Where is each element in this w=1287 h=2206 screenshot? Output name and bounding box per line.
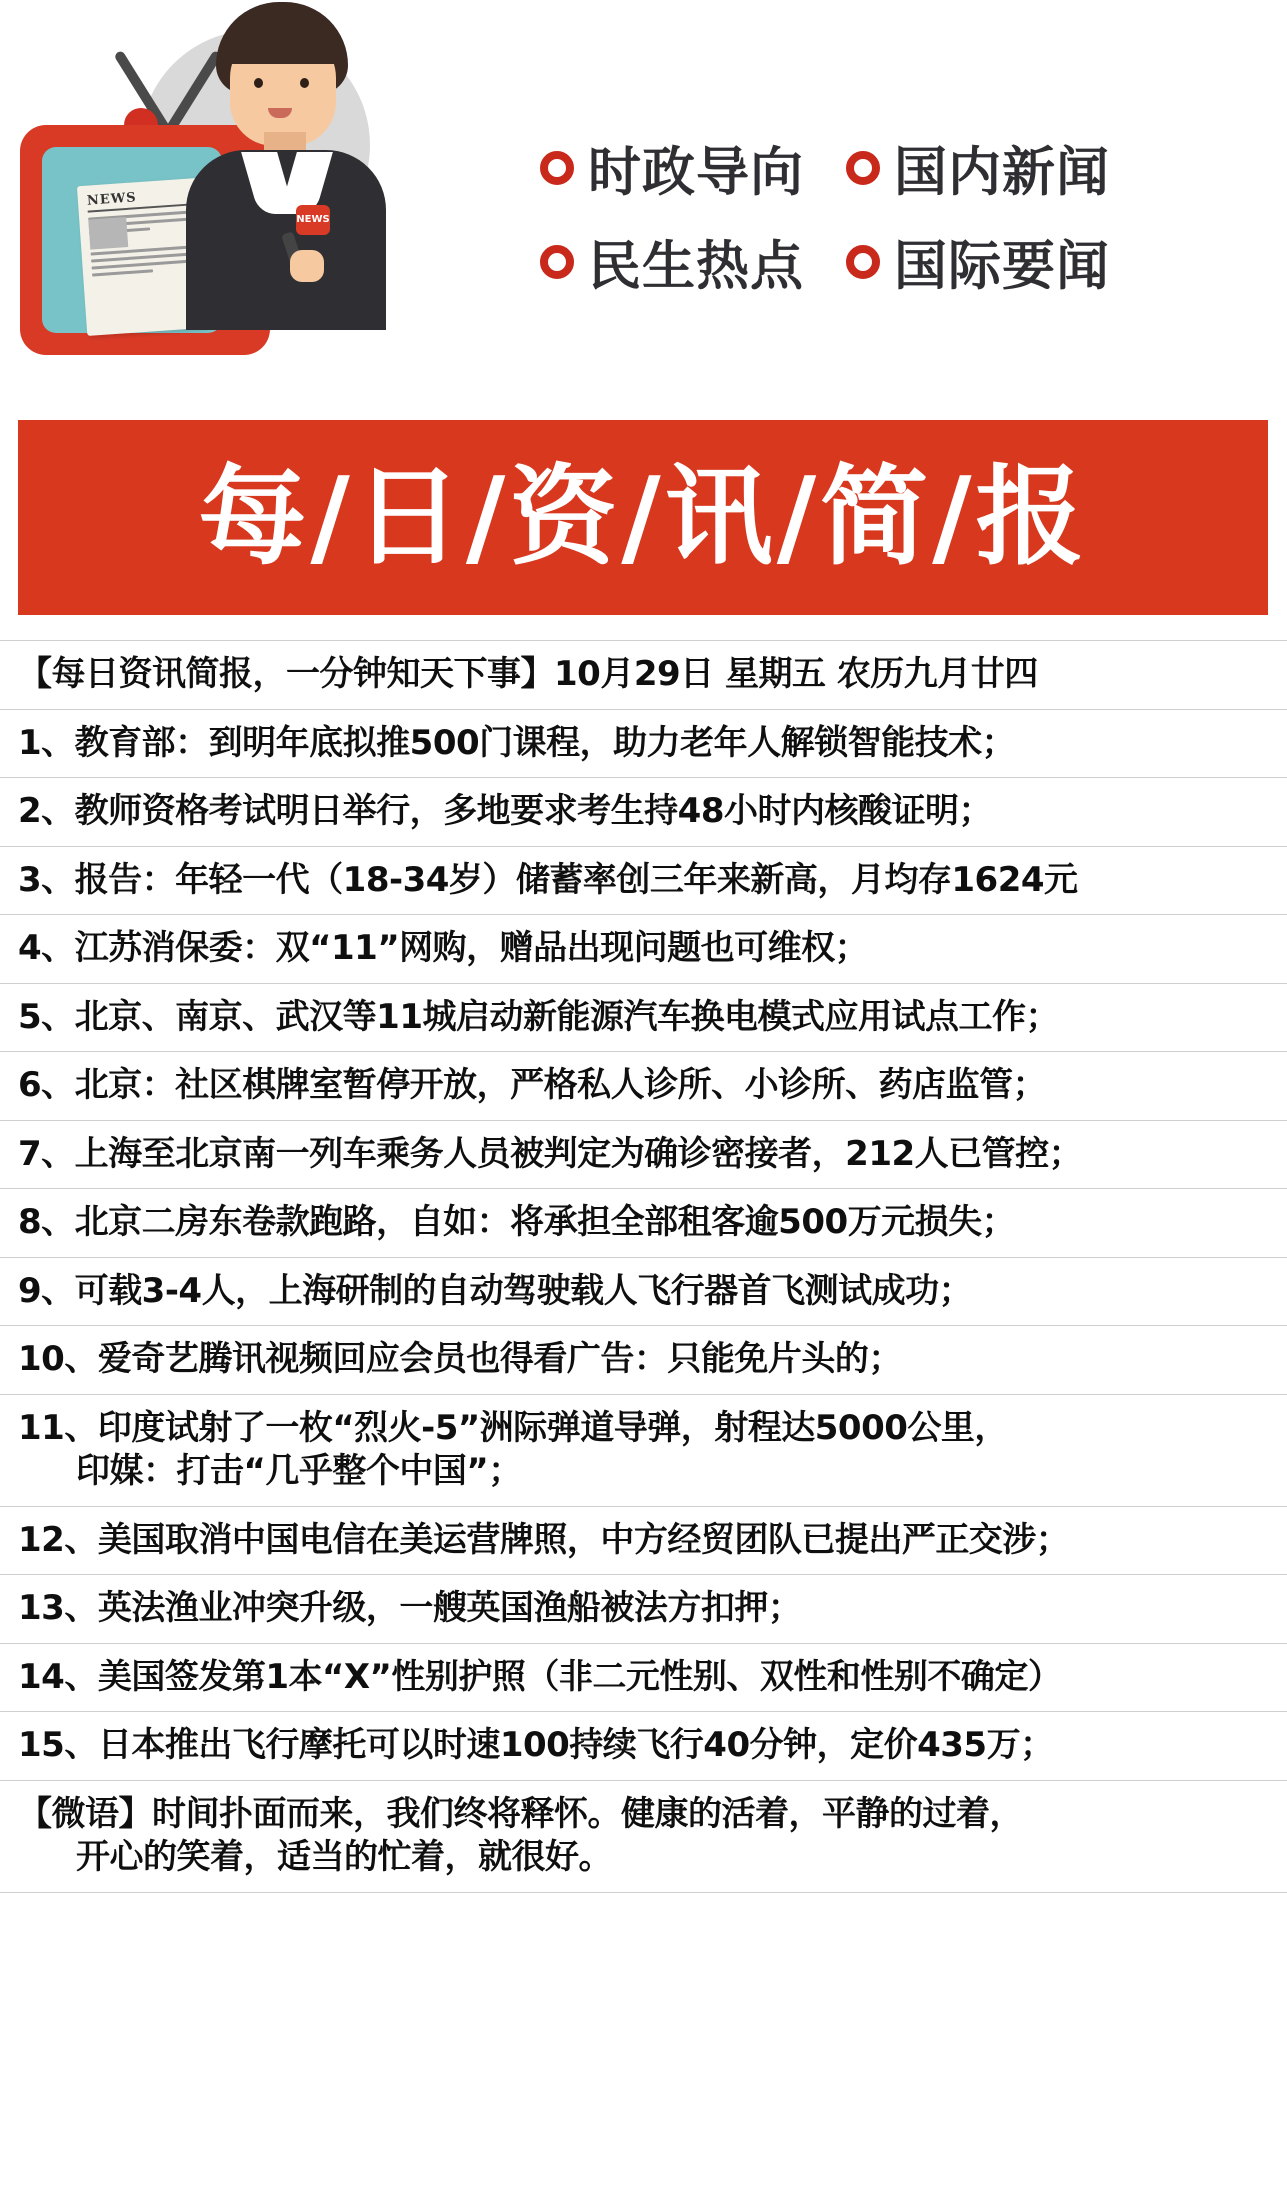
- news-item-11: [0, 1395, 1287, 1507]
- news-item-15: [0, 1712, 1287, 1781]
- news-item-text: 12、美国取消中国电信在美运营牌照，中方经贸团队已提出严正交涉；: [18, 1519, 1070, 1560]
- news-closing-note: [0, 1781, 1287, 1893]
- news-item-text-multiline: [18, 1407, 1008, 1494]
- newspaper-line: [92, 269, 153, 276]
- microphone-icon: NEWS: [296, 205, 330, 235]
- bullet-dot-icon: [846, 151, 880, 185]
- page-title: 每/日/资/讯/简/报: [198, 454, 1088, 580]
- news-item-text: 13、英法渔业冲突升级，一艘英国渔船被法方扣押；: [18, 1588, 802, 1629]
- news-item-1: [0, 710, 1287, 779]
- bullet-dot-icon: [846, 245, 880, 279]
- newspaper-photo-block: [88, 217, 128, 250]
- highlight-label-2: 国内新闻: [894, 142, 1110, 203]
- closing-line-1: 【微语】时间扑面而来，我们终将释怀。健康的活着，平静的过着，: [18, 1793, 1023, 1834]
- news-item-text: 6、北京：社区棋牌室暂停开放，严格私人诊所、小诊所、药店监管；: [18, 1065, 1047, 1106]
- page-title-bar: [18, 420, 1268, 615]
- news-item-line-2: 印媒：打击“几乎整个中国”；: [76, 1451, 522, 1492]
- news-item-12: [0, 1507, 1287, 1576]
- news-item-3: [0, 847, 1287, 916]
- bullet-dot-icon: [540, 245, 574, 279]
- anchor-eye-left: [254, 78, 263, 88]
- newspaper-masthead: NEWS: [86, 187, 189, 213]
- news-item-line-1: 11、印度试射了一枚“烈火-5”洲际弹道导弹，射程达5000公里，: [18, 1407, 1008, 1448]
- headline-row-2: [540, 224, 1260, 300]
- closing-line-2: 开心的笑着，适当的忙着，就很好。: [76, 1837, 612, 1878]
- news-item-13: [0, 1575, 1287, 1644]
- news-item-8: [0, 1189, 1287, 1258]
- anchor-fringe: [220, 18, 344, 64]
- news-item-text: 1、教育部：到明年底拟推500门课程，助力老年人解锁智能技术；: [18, 722, 1016, 763]
- news-item-7: [0, 1121, 1287, 1190]
- news-item-4: [0, 915, 1287, 984]
- highlight-label-4: 国际要闻: [894, 236, 1110, 297]
- bullet-dot-icon: [540, 151, 574, 185]
- news-item-text: 10、爱奇艺腾讯视频回应会员也得看广告：只能免片头的；: [18, 1339, 902, 1380]
- news-intro-row: [0, 640, 1287, 710]
- news-item-text: 8、北京二房东卷款跑路，自如：将承担全部租客逾500万元损失；: [18, 1202, 1016, 1243]
- news-item-text: 14、美国签发第1本“X”性别护照（非二元性别、双性和性别不确定）: [18, 1656, 1062, 1697]
- news-anchor-illustration: [168, 0, 418, 330]
- news-item-text: 4、江苏消保委：双“11”网购，赠品出现问题也可维权；: [18, 928, 869, 969]
- news-item-14: [0, 1644, 1287, 1713]
- highlight-label-3: 民生热点: [588, 236, 804, 297]
- news-item-5: [0, 984, 1287, 1053]
- news-item-text: 2、教师资格考试明日举行，多地要求考生持48小时内核酸证明；: [18, 791, 992, 832]
- news-item-2: [0, 778, 1287, 847]
- news-item-text: 3、报告：年轻一代（18-34岁）储蓄率创三年来新高，月均存1624元: [18, 859, 1078, 900]
- news-item-text: 15、日本推出飞行摩托可以时速100持续飞行40分钟，定价435万；: [18, 1725, 1054, 1766]
- highlight-label-1: 时政导向: [588, 142, 804, 203]
- anchor-hand: [290, 250, 324, 282]
- news-item-10: [0, 1326, 1287, 1395]
- news-item-text: 9、可载3-4人，上海研制的自动驾驶载人飞行器首飞测试成功；: [18, 1270, 973, 1311]
- headline-highlights: [540, 130, 1260, 318]
- headline-row-1: [540, 130, 1260, 206]
- closing-text-multiline: [18, 1793, 1023, 1880]
- news-item-text: 7、上海至北京南一列车乘务人员被判定为确诊密接者，212人已管控；: [18, 1133, 1083, 1174]
- news-item-9: [0, 1258, 1287, 1327]
- news-item-text: 5、北京、南京、武汉等11城启动新能源汽车换电模式应用试点工作；: [18, 996, 1059, 1037]
- news-intro-text: 【每日资讯简报，一分钟知天下事】10月29日 星期五 农历九月廿四: [18, 654, 1038, 694]
- header-banner: [0, 0, 1287, 580]
- news-list: [0, 640, 1287, 1893]
- anchor-eye-right: [300, 78, 309, 88]
- news-item-6: [0, 1052, 1287, 1121]
